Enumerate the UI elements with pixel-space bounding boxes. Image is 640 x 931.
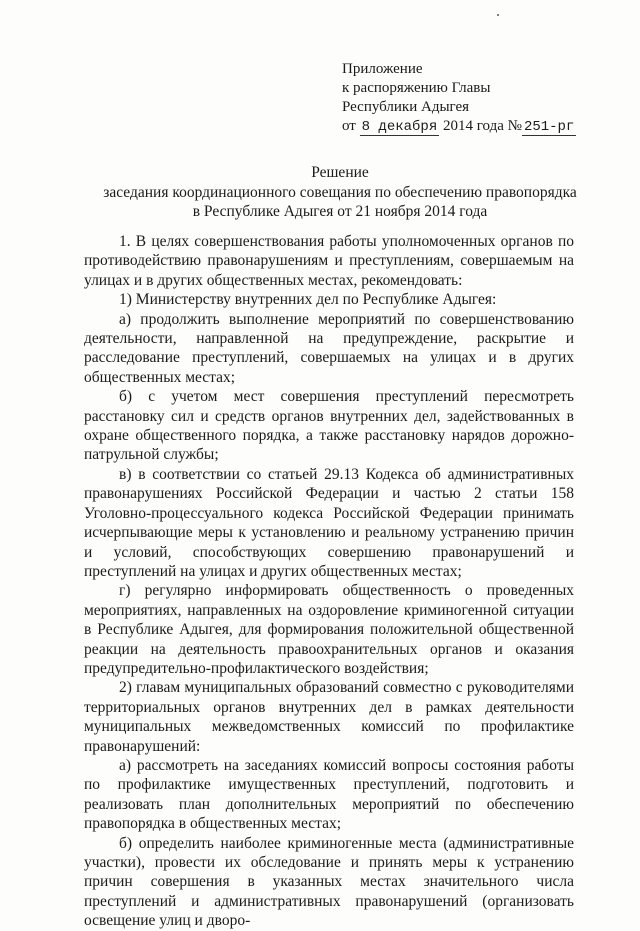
appendix-line: к распоряжению Главы (342, 80, 491, 96)
paragraph: б) с учетом мест совершения преступлений пересмотреть расстановку сил и средств органов внутренних дел, задействованных в охране общественного порядка, а также расстановку нарядов дорожно-патрульной службы; (84, 388, 574, 464)
paragraph: б) определить наиболее криминогенные места (административные участки), провести их обследование и принять меры к устранению причин совершения в указанных местах значительного числа преступлений и административных правонарушений (организовать освещение улиц и дворо- (84, 834, 574, 930)
paragraph: в) в соответствии со статьей 29.13 Кодекса об административных правонарушениях Российской Федерации и частью 2 статьи 158 Уголовно-процессуального кодекса Российской Федерации принимать исчерпывающие меры к установлению и реальному устранению причин и условий, способствующих совершению правонарушений и преступлений на улицах и других общественных местах; (84, 465, 574, 580)
document-body (84, 232, 574, 931)
appendix-block (342, 60, 576, 137)
document-heading (60, 163, 620, 222)
paragraph: 2) главам муниципальных образований совместно с руководителями территориальных органов внутренних дел в рамках деятельности муниципальных межведомственных комиссий по профилактике правонарушений: (84, 679, 574, 755)
document-subtitle: заседания координационного совещания по обеспечению правопорядка (103, 183, 577, 201)
paragraph: 1) Министерству внутренних дел по Республике Адыгея: (119, 291, 497, 309)
handwritten-number: 251-рг (523, 119, 575, 135)
paragraph: а) продолжить выполнение мероприятий по совершенствованию деятельности, направленной на предупреждение, раскрытие и расследование преступлений, совершаемых на улицах и в других общественных местах; (84, 310, 574, 386)
document-title: Решение (311, 164, 369, 181)
appendix-line: Республики Адыгея (342, 99, 470, 115)
paragraph: а) рассмотреть на заседаниях комиссий вопросы состояния работы по профилактике имущественных преступлений, подготовить и реализовать план дополнительных мероприятий по обеспечению правопорядка в общественных местах; (84, 756, 574, 833)
paragraph: г) регулярно информировать общественность о проведенных мероприятиях, направленных на оздоровление криминогенной ситуации в Республике Адыгея, для формирования положительной общественной реакции на деятельность правоохранительных органов и оказания предупредительно-профилактического воздействия; (84, 582, 574, 677)
paragraph: 1. В целях совершенствования работы уполномоченных органов по противодействию правонарушениям и преступлениям, совершаемым на улицах и в других общественных местах, рекомендовать: (84, 233, 574, 289)
date-prefix: от (342, 118, 356, 134)
handwritten-date: 8 декабря (361, 119, 438, 135)
appendix-line: Приложение (342, 61, 423, 77)
document-subtitle: в Республике Адыгея от 21 ноября 2014 года (192, 203, 488, 220)
appendix-date-line (342, 117, 576, 137)
scan-speck (497, 14, 499, 16)
date-suffix: 2014 года № (442, 118, 522, 134)
